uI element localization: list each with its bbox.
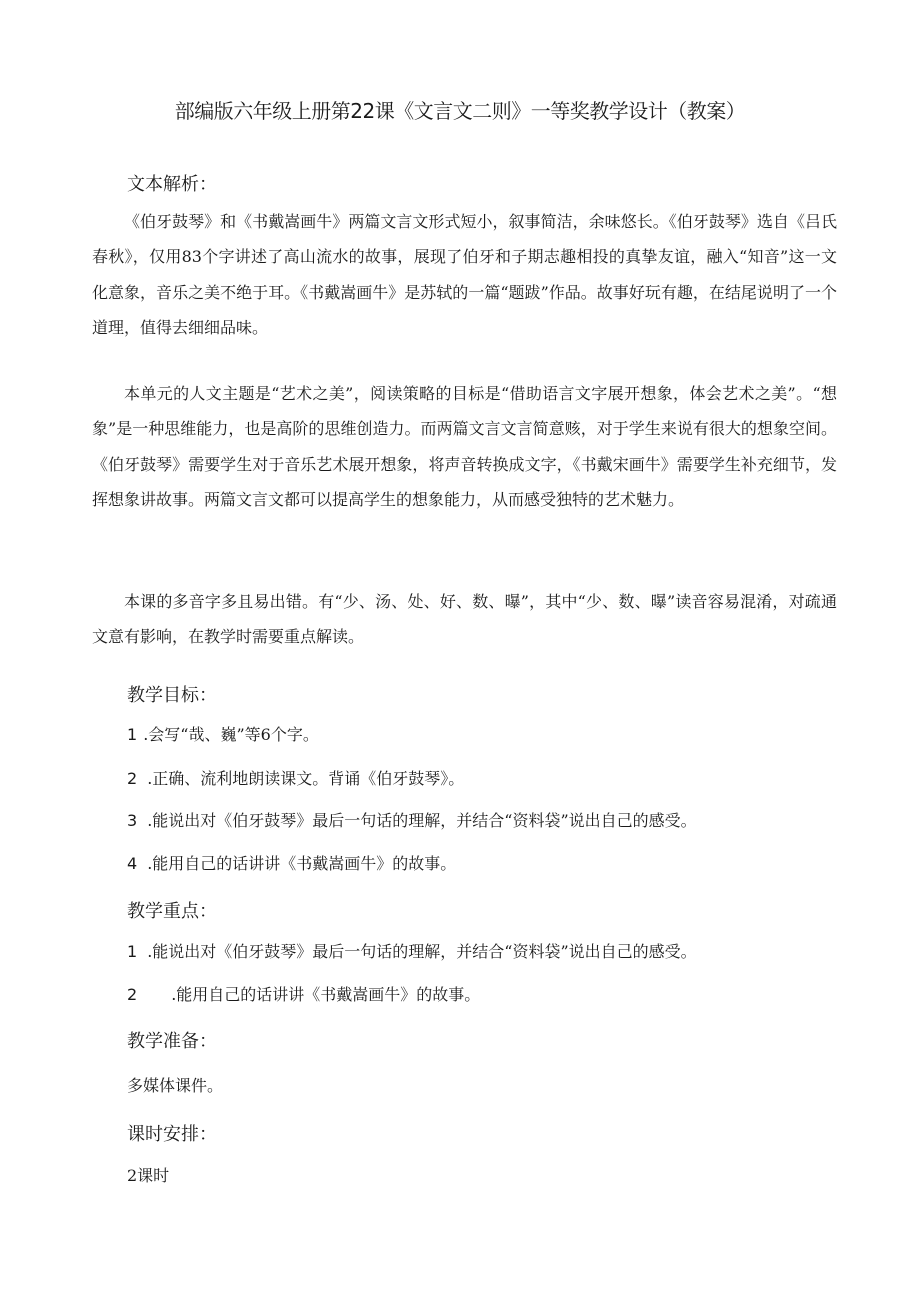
analysis-paragraph-2: 本单元的人文主题是“艺术之美”，阅读策略的目标是“借助语言文字展开想象，体会艺术之美”。“想象”是一种思维能力，也是高阶的思维创造力。而两篇文言文言简意赅，对于学生来说有很大的想象空间。《伯牙鼓琴》需要学生对于音乐艺术展开想象，将声音转换成文字，《书戴宋画牛》需要学生补充细节，发挥想象讲故事。两篇文言文都可以提高学生的想象能力，从而感受独特的艺术魅力。 [92, 384, 837, 510]
objective-item-3 [127, 808, 697, 831]
analysis-paragraph-1: 《伯牙鼓琴》和《书戴嵩画牛》两篇文言文形式短小，叙事简洁，余味悠长。《伯牙鼓琴》选自《吕氏春秋》，仅用83个字讲述了高山流水的故事，展现了伯牙和子期志趣相投的真挚友谊，融入“知音”这一文化意象，音乐之美不绝于耳。《书戴嵩画牛》是苏轼的一篇“题跋”作品。故事好玩有趣，在结尾说明了一个道理，值得去细细品味。 [92, 212, 837, 338]
heading-preparation: 教学准备： [127, 1031, 217, 1052]
heading-schedule: 课时安排： [127, 1124, 217, 1145]
keypoint-item-1 [127, 939, 697, 962]
objective-number: 3 [127, 811, 138, 830]
objective-item-4 [127, 851, 456, 874]
schedule-text: 2课时 [127, 1166, 170, 1185]
preparation-text: 多媒体课件。 [127, 1076, 224, 1095]
objective-item-1 [127, 722, 319, 745]
analysis-paragraph-3: 本课的多音字多且易出错。有“少、汤、处、好、数、曝”，其中“少、数、曝”读音容易混淆，对疏通文意有影响，在教学时需要重点解读。 [92, 592, 837, 647]
objective-number: 1 [127, 725, 138, 744]
document-title: 部编版六年级上册第22课《文言文二则》一等奖教学设计（教案） [174, 99, 746, 123]
objective-item-2 [127, 766, 464, 789]
objective-text: .正确、流利地朗读课文。背诵《伯牙鼓琴》。 [147, 769, 465, 788]
keypoint-item-2 [127, 982, 480, 1005]
keypoint-number: 2 [127, 985, 138, 1004]
keypoint-text: .能用自己的话讲讲《书戴嵩画牛》的故事。 [171, 985, 481, 1004]
heading-text-analysis: 文本解析： [127, 174, 217, 195]
keypoint-text: .能说出对《伯牙鼓琴》最后一句话的理解，并结合“资料袋”说出自己的感受。 [147, 942, 697, 961]
heading-objectives: 教学目标： [127, 685, 217, 706]
objective-text: .能用自己的话讲讲《书戴嵩画牛》的故事。 [147, 854, 457, 873]
objective-text: .会写“哉、巍”等6个字。 [143, 725, 319, 744]
objective-number: 4 [127, 854, 138, 873]
heading-keypoints: 教学重点： [127, 901, 217, 922]
objective-number: 2 [127, 769, 138, 788]
keypoint-number: 1 [127, 942, 138, 961]
objective-text: .能说出对《伯牙鼓琴》最后一句话的理解，并结合“资料袋”说出自己的感受。 [147, 811, 697, 830]
